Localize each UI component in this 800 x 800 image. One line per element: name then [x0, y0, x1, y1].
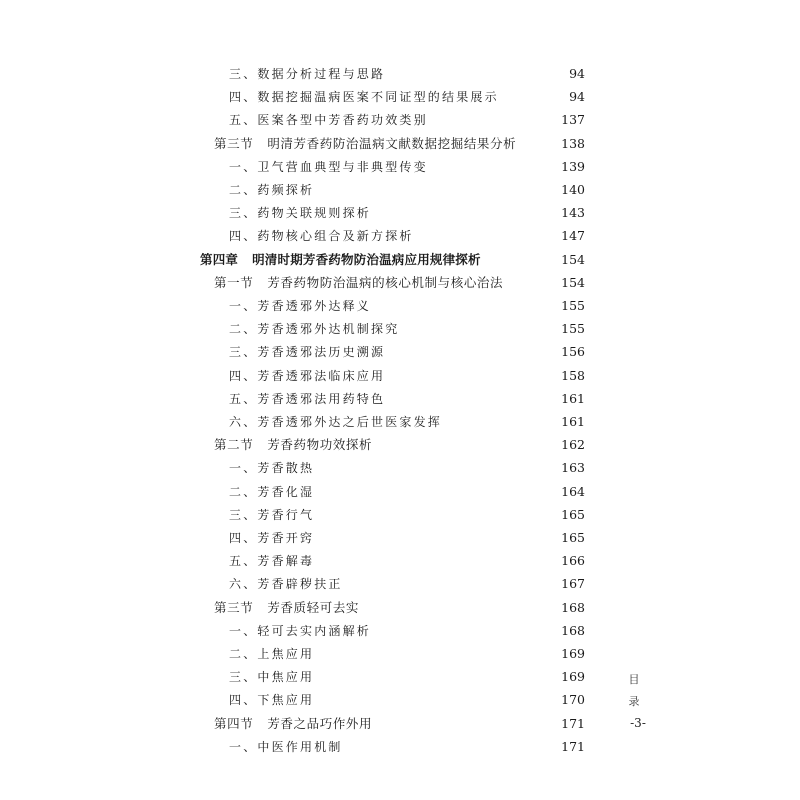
toc-entry-text: 中焦应用 [257, 670, 315, 685]
toc-entry-item [229, 504, 585, 526]
toc-entry-number: 六、 [229, 577, 258, 592]
toc-entry-text: 芳香质轻可去实 [267, 599, 360, 615]
toc-entry-chapter [200, 249, 585, 271]
toc-entry-number: 三、 [229, 345, 258, 360]
dot-leader [316, 504, 559, 526]
toc-entry-title [229, 86, 499, 108]
dot-leader [316, 527, 559, 549]
dot-leader [373, 295, 559, 317]
toc-page-number: 163 [561, 460, 585, 476]
toc-entry-title [214, 434, 372, 456]
toc-entry-section [214, 133, 585, 155]
toc-entry-number: 二、 [229, 183, 258, 197]
toc-entry-number: 一、 [229, 299, 258, 313]
toc-entry-item [229, 457, 585, 479]
toc-entry-text: 中医作用机制 [257, 739, 343, 754]
toc-entry-title [229, 318, 399, 340]
toc-entry-item [229, 202, 585, 224]
toc-entry-number: 三、 [229, 507, 258, 522]
running-header-vertical [626, 669, 642, 713]
dot-leader [401, 318, 559, 340]
toc-entry-text: 芳香之品巧作外用 [267, 715, 373, 731]
toc-entry-item [229, 63, 585, 85]
toc-entry-item [229, 86, 585, 108]
toc-entry-number: 三、 [229, 206, 258, 221]
toc-entry-item [229, 341, 585, 363]
toc-entry-item [229, 179, 585, 201]
toc-entry-number: 三、 [229, 670, 258, 685]
dot-leader [483, 249, 559, 271]
dot-leader [374, 434, 559, 456]
toc-entry-text: 数据挖掘温病医案不同证型的结果展示 [257, 90, 499, 105]
toc-entry-title [229, 736, 343, 758]
dot-leader [387, 388, 559, 410]
toc-page-number: 166 [561, 553, 585, 569]
toc-entry-title [214, 272, 503, 294]
toc-entry-item [229, 527, 585, 549]
toc-page-number: 164 [561, 483, 585, 499]
toc-entry-text: 药频探析 [257, 183, 315, 197]
toc-page-number: 155 [561, 298, 585, 313]
toc-page-number: 171 [561, 715, 585, 731]
toc-page-number: 165 [561, 506, 585, 522]
toc-entry-text: 上焦应用 [257, 647, 315, 661]
toc-page-number: 137 [561, 112, 585, 128]
toc-page-number: 162 [561, 437, 585, 453]
dot-leader [518, 133, 559, 155]
toc-entry-title [229, 643, 314, 665]
toc-page-number: 94 [569, 89, 585, 105]
toc-page-number: 171 [561, 738, 585, 754]
toc-entry-number: 第二节 [214, 437, 254, 453]
toc-entry-text: 明清时期芳香药物防治温病应用规律探析 [252, 251, 481, 267]
toc-entry-number: 四、 [229, 90, 258, 105]
dot-leader [430, 156, 559, 178]
toc-entry-text: 芳香透邪外达之后世医家发挥 [257, 415, 443, 429]
dot-leader [316, 179, 559, 201]
dot-leader [374, 713, 559, 735]
toc-page-number: 139 [561, 158, 585, 174]
toc-entry-item [229, 736, 585, 758]
toc-entry-title [229, 388, 385, 410]
toc-entry-number: 第三节 [214, 599, 254, 615]
dot-leader [316, 666, 559, 688]
toc-entry-item [229, 666, 585, 688]
toc-entry-text: 芳香透邪法临床应用 [257, 368, 386, 383]
toc-entry-title [229, 411, 442, 433]
toc-entry-section [214, 713, 585, 735]
toc-entry-title [229, 504, 314, 526]
toc-entry-number: 第四章 [200, 251, 239, 267]
toc-page-number: 170 [561, 692, 585, 708]
toc-entry-section [214, 597, 585, 619]
toc-page-number: 143 [561, 205, 585, 221]
toc-entry-item [229, 643, 585, 665]
toc-entry-number: 二、 [229, 322, 258, 337]
dot-leader [430, 109, 559, 131]
toc-entry-text: 芳香透邪外达释义 [257, 299, 372, 313]
toc-page-number: 156 [561, 344, 585, 360]
toc-entry-item [229, 225, 585, 247]
toc-entry-text: 芳香药物防治温病的核心机制与核心治法 [267, 274, 504, 290]
toc-entry-item [229, 109, 585, 131]
dot-leader [345, 573, 560, 595]
toc-entry-text: 芳香透邪法用药特色 [257, 391, 386, 406]
toc-entry-title [229, 550, 314, 572]
toc-entry-title [229, 365, 385, 387]
dot-leader [316, 689, 559, 711]
toc-entry-number: 第一节 [214, 274, 254, 290]
toc-entry-text: 卫气营血典型与非典型传变 [257, 159, 428, 174]
toc-entry-text: 芳香解毒 [257, 554, 315, 569]
toc-entry-number: 五、 [229, 554, 258, 569]
toc-entry-section [214, 272, 585, 294]
toc-entry-text: 轻可去实内涵解析 [257, 623, 372, 638]
dot-leader [373, 620, 559, 642]
toc-entry-title [229, 689, 314, 711]
dot-leader [387, 365, 559, 387]
toc-entry-number: 一、 [229, 739, 258, 754]
toc-page-number: 147 [561, 228, 585, 244]
toc-entry-number: 四、 [229, 531, 258, 545]
toc-page-number: 138 [561, 135, 585, 151]
page-number: -3- [630, 716, 646, 730]
toc-entry-title [229, 666, 314, 688]
toc-entry-title [229, 620, 371, 642]
toc-entry-title [229, 341, 385, 363]
toc-entry-title [229, 295, 371, 317]
toc-entry-text: 芳香药物功效探析 [267, 437, 373, 453]
toc-entry-item [229, 573, 585, 595]
toc-entry-number: 五、 [229, 391, 258, 406]
toc-entry-text: 芳香开窍 [257, 531, 315, 545]
dot-leader [373, 202, 559, 224]
toc-entry-title [229, 527, 314, 549]
toc-entry-text: 芳香透邪法历史溯源 [257, 345, 386, 360]
toc-entry-item [229, 156, 585, 178]
toc-entry-title [200, 249, 481, 271]
toc-page-number: 165 [561, 530, 585, 545]
toc-entry-item [229, 318, 585, 340]
dot-leader [316, 457, 559, 479]
toc-entry-title [214, 133, 516, 155]
toc-entry-number: 四、 [229, 229, 258, 244]
toc-entry-number: 四、 [229, 693, 258, 708]
toc-entry-number: 三、 [229, 67, 258, 81]
toc-page-number: 168 [561, 622, 585, 638]
toc-page-number: 94 [569, 66, 585, 81]
toc-entry-item [229, 481, 585, 503]
dot-leader [416, 225, 560, 247]
toc-entry-item [229, 295, 585, 317]
toc-page-number: 161 [561, 414, 585, 429]
toc-entry-title [214, 597, 359, 619]
toc-page-number: 169 [561, 646, 585, 661]
toc-page-number: 158 [561, 367, 585, 383]
toc-entry-number: 一、 [229, 461, 258, 476]
toc-entry-item [229, 388, 585, 410]
dot-leader [316, 643, 559, 665]
dot-leader [345, 736, 560, 758]
toc-entry-number: 一、 [229, 159, 258, 174]
toc-page-number: 169 [561, 669, 585, 685]
toc-entry-number: 二、 [229, 484, 258, 499]
toc-entry-title [229, 179, 314, 201]
dot-leader [501, 86, 567, 108]
toc-entry-title [229, 202, 371, 224]
dot-leader [316, 481, 559, 503]
toc-entry-text: 芳香辟秽扶正 [257, 577, 343, 592]
toc-entry-number: 一、 [229, 623, 258, 638]
toc-entry-item [229, 689, 585, 711]
toc-entry-text: 芳香行气 [257, 507, 315, 522]
toc-entry-number: 六、 [229, 415, 258, 429]
toc-entry-item [229, 411, 585, 433]
toc-entry-text: 药物核心组合及新方探析 [257, 229, 414, 244]
toc-entry-item [229, 620, 585, 642]
toc-entry-title [214, 713, 372, 735]
dot-leader [316, 550, 559, 572]
toc-page-number: 168 [561, 599, 585, 615]
toc-entry-title [229, 457, 314, 479]
toc-entry-number: 第四节 [214, 715, 254, 731]
toc-entry-title [229, 109, 428, 131]
toc-entry-text: 明清芳香药防治温病文献数据挖掘结果分析 [267, 135, 517, 151]
toc-page-number: 140 [561, 182, 585, 197]
toc-entry-title [229, 573, 343, 595]
toc-entry-title [229, 156, 428, 178]
toc-entry-number: 第三节 [214, 135, 254, 151]
dot-leader [387, 341, 559, 363]
toc-entry-number: 二、 [229, 647, 258, 661]
toc-entry-title [229, 225, 414, 247]
toc-entry-text: 药物关联规则探析 [257, 206, 372, 221]
toc-entry-number: 五、 [229, 113, 258, 128]
toc-entry-text: 下焦应用 [257, 693, 315, 708]
toc-page-number: 155 [561, 321, 585, 337]
toc-page-number: 161 [561, 390, 585, 406]
toc-page-number: 154 [561, 274, 585, 290]
toc-page-number: 167 [561, 576, 585, 592]
toc-entry-item [229, 550, 585, 572]
toc-entry-text: 芳香透邪外达机制探究 [257, 322, 400, 337]
toc-entry-section [214, 434, 585, 456]
toc-entry-number: 四、 [229, 368, 258, 383]
toc-page-number: 154 [561, 251, 585, 267]
toc-entry-item [229, 365, 585, 387]
running-header-char: 目 [628, 673, 640, 686]
toc-entry-text: 医案各型中芳香药功效类别 [257, 113, 428, 128]
toc-entry-title [229, 481, 314, 503]
toc-entry-text: 芳香散热 [257, 461, 315, 476]
running-header-char: 录 [628, 695, 640, 708]
dot-leader [361, 597, 559, 619]
dot-leader [444, 411, 559, 433]
dot-leader [387, 63, 567, 85]
toc-entry-text: 芳香化湿 [257, 484, 315, 499]
dot-leader [505, 272, 559, 294]
toc-entry-title [229, 63, 385, 85]
toc-entry-text: 数据分析过程与思路 [257, 67, 386, 81]
